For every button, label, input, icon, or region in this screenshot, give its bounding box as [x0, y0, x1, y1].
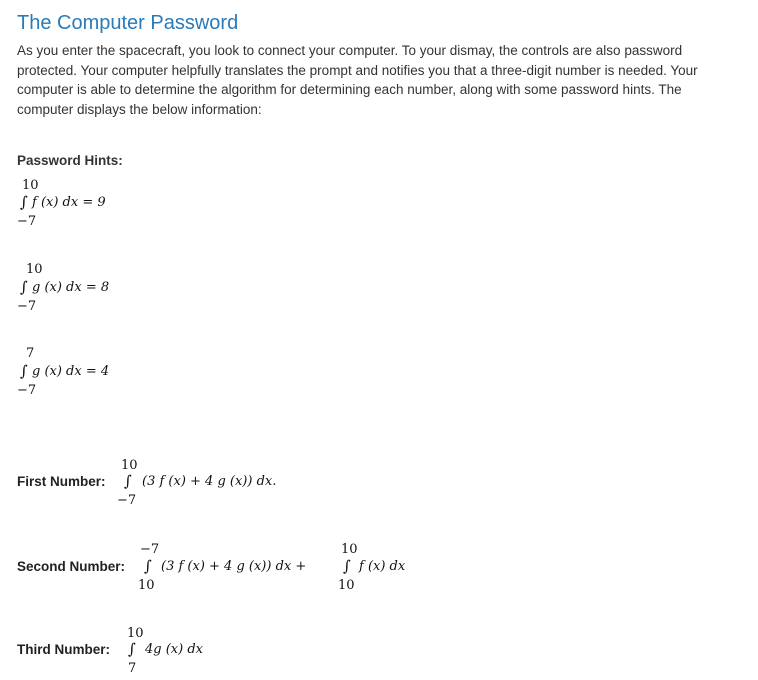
- first-number-expression: (3 f (x) + 4 g (x)) dx.: [142, 474, 277, 489]
- hint-1-integral-sign: ∫: [20, 193, 28, 211]
- hint-3-lower-limit: −7: [17, 383, 37, 398]
- second-number-expression-2: f (x) dx: [359, 559, 406, 574]
- second-number-integral-sign-1: ∫: [144, 557, 152, 575]
- password-hints-label: Password Hints:: [17, 153, 123, 168]
- hint-3-upper-limit: 7: [26, 346, 35, 361]
- first-number-lower-limit: −7: [117, 493, 137, 508]
- hint-1-lower-limit: −7: [17, 214, 37, 229]
- second-number-upper-limit-2: 10: [341, 542, 358, 557]
- third-number-upper-limit: 10: [127, 626, 144, 641]
- third-number-lower-limit: 7: [128, 661, 137, 676]
- first-number-upper-limit: 10: [121, 458, 138, 473]
- hint-2-expression: g (x) dx = 8: [32, 280, 110, 295]
- hint-3-expression: g (x) dx = 4: [32, 364, 110, 379]
- hint-1-expression: f (x) dx = 9: [32, 195, 106, 210]
- hint-2-integral-sign: ∫: [20, 278, 28, 296]
- third-number-integral-sign: ∫: [128, 640, 136, 658]
- intro-paragraph: As you enter the spacecraft, you look to connect your computer. To your dismay, the controls are also password protected. Your computer helpfully translates the prompt and notifies you that a three-digit number is needed. Your computer is able to determine the algorithm for determining each number, along with some password hints. The computer displays the below information:: [17, 43, 698, 117]
- third-number-expression: 4g (x) dx: [145, 642, 203, 657]
- second-number-lower-limit-1: 10: [138, 578, 155, 593]
- second-number-label: Second Number:: [17, 559, 126, 574]
- hint-1-upper-limit: 10: [22, 178, 39, 193]
- page-title: The Computer Password: [17, 12, 239, 34]
- second-number-integral-sign-2: ∫: [343, 557, 351, 575]
- second-number-upper-limit-1: −7: [140, 542, 160, 557]
- hint-3-integral-sign: ∫: [20, 362, 28, 380]
- second-number-expression-1: (3 f (x) + 4 g (x)) dx +: [161, 559, 307, 574]
- first-number-integral-sign: ∫: [124, 472, 132, 490]
- third-number-label: Third Number:: [17, 642, 110, 657]
- hint-2-lower-limit: −7: [17, 299, 37, 314]
- first-number-label: First Number:: [17, 474, 106, 489]
- hint-2-upper-limit: 10: [26, 262, 43, 277]
- second-number-lower-limit-2: 10: [338, 578, 355, 593]
